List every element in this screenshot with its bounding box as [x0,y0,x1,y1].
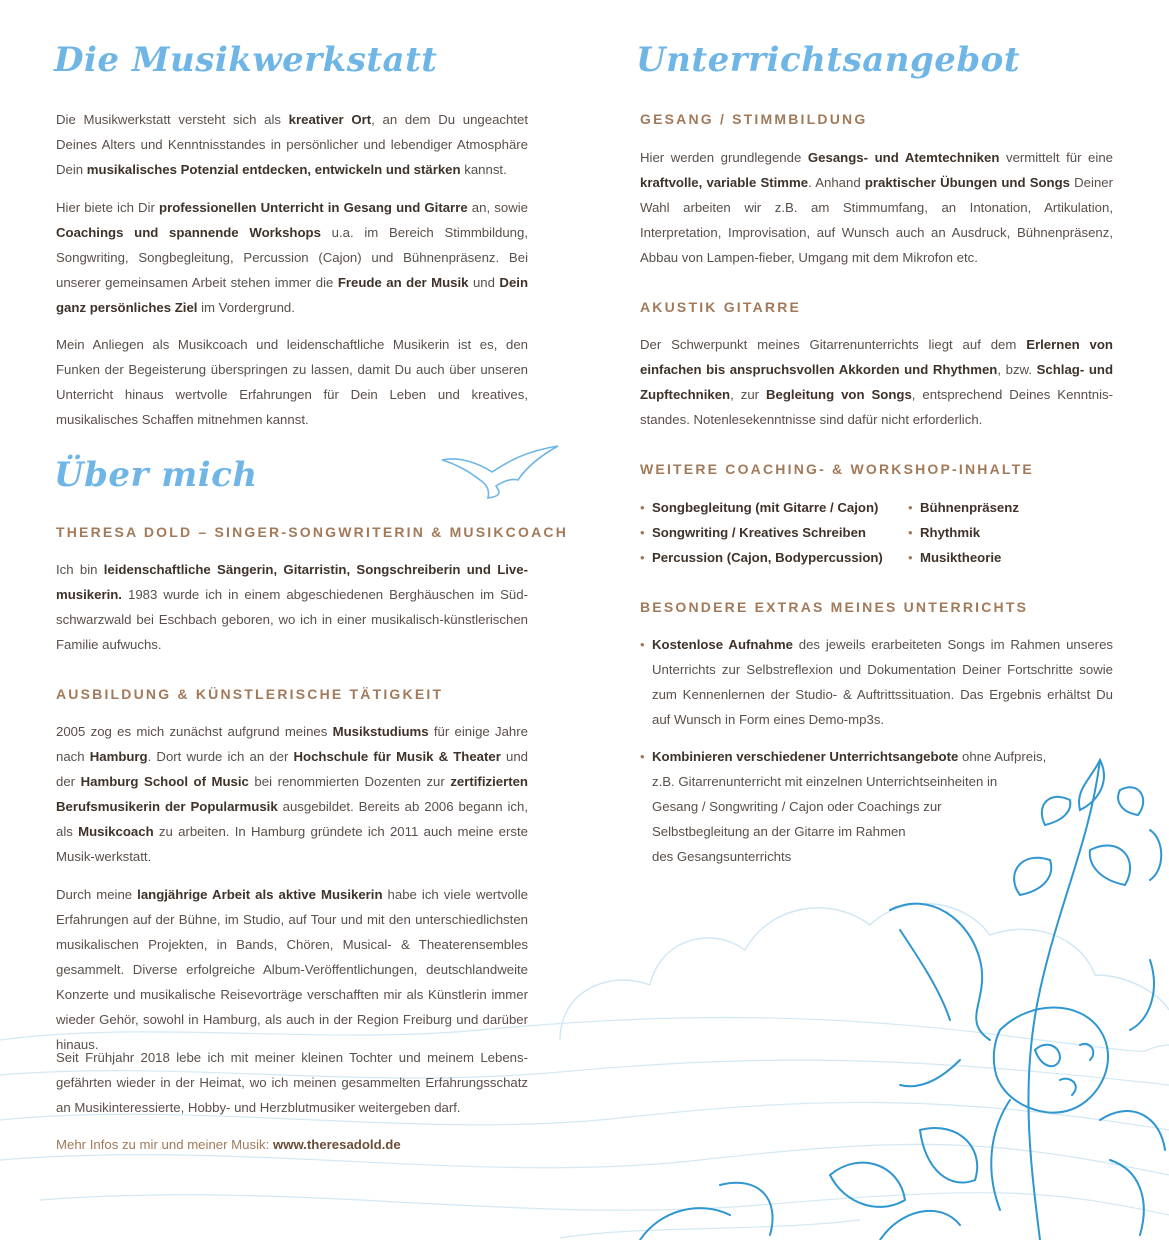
about-paragraph-2: 2005 zog es mich zunächst aufgrund meines Musikstudiums für einige Jahre nach Hamburg. Dort wurde ich an der Hochschule für Musik & Theater und der Hamburg School of Music bei renommierten Dozenten zur zertifizierten Berufsmusikerin der Popularmusik ausgebildet. Bereits ab 2006 begann ich, als Musikcoach zu arbeiten. In Hamburg gründete ich 2011 auch meine erste Musik-werkstatt. [56,724,528,864]
list-item: • Songwriting / Kreatives Schreiben [640,520,900,545]
heading-ausbildung: AUSBILDUNG & KÜNSTLERISCHE TÄTIGKEIT [56,686,444,702]
heading-akustik-gitarre: AKUSTIK GITARRE [640,299,802,315]
heading-weitere-inhalte: WEITERE COACHING- & WORKSHOP-INHALTE [640,461,1034,477]
title-musikwerkstatt: Die Musikwerkstatt [54,40,438,80]
extra-item-aufnahme: • Kostenlose Aufnahme des jeweils erarbeiteten Songs im Rahmen unseres Unterrichts zur Selbstreflexion und Dokumentation Deiner Fortschritte sowie zum Kennenlernen der Studio- & Auftrittssituation. Das Ergebnis erhältst Du auf Wunsch in Form eines Demo-mp3s. [640,632,1113,732]
cloud-outline [560,904,1169,1040]
extra-item-kombinieren: • Kombinieren verschiedener Unterrichtsangebote ohne Aufpreis, z.B. Gitarrenunterricht mit einzelnen Unterrichtseinheiten in Gesang / Songwriting / Cajon oder Coachings zur Selbstbegleitung an der Gitarre im Rahmen des Gesangsunterrichts [640,744,1113,869]
weitere-list-2 [908,495,1088,570]
title-ueber-mich: Über mich [54,455,258,495]
heading-besondere-extras: BESONDERE EXTRAS MEINES UNTERRICHTS [640,599,1029,615]
website-link[interactable]: www.theresadold.de [272,1137,401,1152]
list-item: • Musiktheorie [908,545,1088,570]
list-item: • Bühnenpräsenz [908,495,1088,520]
seagull-icon [440,442,562,500]
list-item: • Songbegleitung (mit Gitarre / Cajon) [640,495,900,520]
list-item: • Rhythmik [908,520,1088,545]
heading-theresa-dold: THERESA DOLD – SINGER-SONGWRITERIN & MUSIKCOACH [56,524,569,540]
more-info-line: Mehr Infos zu mir und meiner Musik: www.theresadold.de [56,1137,401,1152]
weitere-list-1 [640,495,900,570]
intro-paragraph-3: Mein Anliegen als Musikcoach und leidenschaftliche Musikerin ist es, den Funken der Begeisterung überspringen zu lassen, damit Du auch über unseren Unterricht hinaus wertvolle Erfahrungen für Dein Leben und kreatives, musikalisches Schaffen mitnehmen kannst. [56,337,528,427]
gitarre-paragraph: Der Schwerpunkt meines Gitarrenunterrichts liegt auf dem Erlernen von einfachen bis anspruchsvollen Akkorden und Rhythmen, bzw. Schlag- und Zupftechniken, zur Begleitung von Songs, entsprechend Deines Kenntnis-standes. Notenlesekenntnisse sind dafür nicht erforderlich. [640,337,1113,427]
intro-paragraph-1: Die Musikwerkstatt versteht sich als kreativer Ort, an dem Du ungeachtet Deines Alters und Kenntnisstandes in persönlicher und lebendiger Atmosphäre Dein musikalisches Potenzial entdecken, entwickeln und stärken kannst. [56,112,529,177]
intro-paragraph-2: Hier biete ich Dir professionellen Unterricht in Gesang und Gitarre an, sowie Coachings und spannende Workshops u.a. im Bereich Stimmbildung, Songwriting, Songbegleitung, Percussion (Cajon) und Bühnenpräsenz. Bei unserer gemeinsamen Arbeit stehen immer die Freude an der Musik und Dein ganz persönliches Ziel im Vordergrund. [56,200,529,315]
about-paragraph-3: Durch meine langjährige Arbeit als aktive Musikerin habe ich viele wertvolle Erfahrungen auf der Bühne, im Studio, auf Tour und mit den unterschiedlichsten musikalischen Projekten, in Bands, Chören, Musical- & Theaterensembles gesammelt. Diverse erfolgreiche Album-Veröffentlichungen, deutschlandweite Konzerte und musikalische Reisevorträge verschafften mir als Künstlerin immer wieder Gehör, sowohl in Hamburg, als auch in der Region Freiburg und darüber hinaus. [56,887,528,1052]
extras-list [640,632,1113,869]
list-item: • Percussion (Cajon, Bodypercussion) [640,545,900,570]
gesang-paragraph: Hier werden grundlegende Gesangs- und Atemtechniken vermittelt für eine kraftvolle, variable Stimme. Anhand praktischer Übungen und Songs Deiner Wahl arbeiten wir z.B. am Stimmumfang, an Intonation, Artikulation, Interpretation, Improvisation, auf Wunsch auch an Ausdruck, Bühnenpräsenz, Abbau von Lampen-fieber, Umgang mit dem Mikrofon etc. [640,150,1114,265]
about-paragraph-1: Ich bin leidenschaftliche Sängerin, Gitarristin, Songschreiberin und Live-musikerin. 1983 wurde ich in einem abgeschiedenen Berghäuschen im Süd-schwarzwald bei Eschbach geboren, wo ich in einer musikalisch-künstlerischen Familie aufwuchs. [56,562,528,652]
heading-gesang: GESANG / STIMMBILDUNG [640,111,868,127]
title-unterrichtsangebot: Unterrichtsangebot [636,40,1021,80]
about-paragraph-4: Seit Frühjahr 2018 lebe ich mit meiner kleinen Tochter und meinem Lebens-gefährten wieder in der Heimat, wo ich meinen gesammelten Erfahrungsschatz an Musikinteressierte, Hobby- und Herzblutmusiker weitergeben darf. [56,1050,528,1115]
